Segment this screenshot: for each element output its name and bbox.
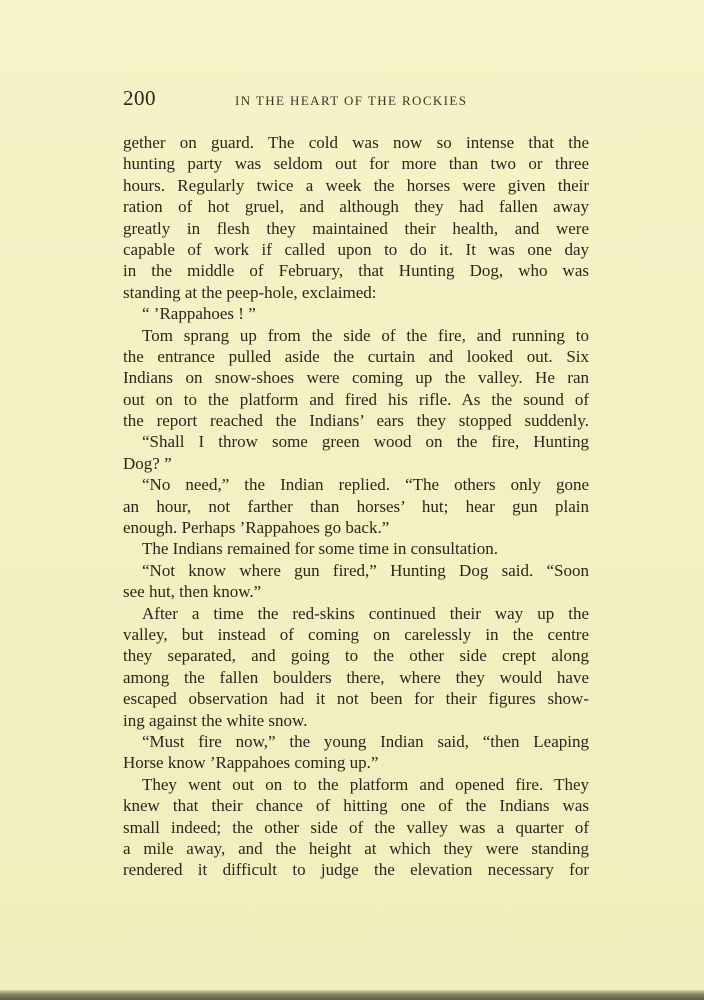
text-line: Horse know ’Rappahoes coming up.”	[123, 753, 379, 773]
text-line: greatly in flesh they maintained their health, and were	[123, 218, 589, 238]
text-line: The Indians remained for some time in consultation.	[142, 539, 498, 559]
text-line: in the middle of February, that Hunting Dog, who was	[123, 261, 589, 281]
text-line: Dog? ”	[123, 453, 172, 473]
page-number: 200	[123, 86, 156, 110]
text-line: Tom sprang up from the side of the fire, and running to	[142, 325, 589, 345]
text-line: an hour, not farther than horses’ hut; hear gun plain	[123, 496, 589, 516]
text-line: see hut, then know.”	[123, 582, 262, 602]
text-line: small indeed; the other side of the valley was a quarter of	[123, 817, 589, 837]
text-line: a mile away, and the height at which they were standing	[123, 838, 589, 858]
text-line: “No need,” the Indian replied. “The others only gone	[142, 475, 589, 495]
text-line: After a time the red-skins continued their way up the	[142, 603, 589, 623]
text-line: Indians on snow-shoes were coming up the valley. He ran	[123, 368, 589, 388]
text-line: valley, but instead of coming on carelessly in the centre	[123, 624, 589, 644]
text-line: “ ’Rappahoes ! ”	[142, 304, 256, 324]
text-line: ration of hot gruel, and although they had fallen away	[123, 197, 589, 217]
text-line: standing at the peep-hole, exclaimed:	[123, 282, 377, 302]
running-head: IN THE HEART OF THE ROCKIES	[235, 93, 468, 108]
page-bottom-edge	[0, 990, 704, 1000]
text-line: the report reached the Indians’ ears they stopped suddenly.	[123, 411, 589, 431]
text-line: “Must fire now,” the young Indian said, “then Leaping	[142, 731, 589, 751]
text-line: rendered it difficult to judge the elevation necessary for	[123, 860, 589, 880]
text-line: “Not know where gun fired,” Hunting Dog said. “Soon	[142, 560, 589, 580]
text-line: gether on guard. The cold was now so intense that the	[123, 133, 589, 152]
text-line: knew that their chance of hitting one of the Indians was	[123, 796, 589, 816]
text-line: among the fallen boulders there, where they would have	[123, 667, 589, 687]
text-line: the entrance pulled aside the curtain and looked out. Six	[123, 346, 589, 366]
text-line: capable of work if called upon to do it. It was one day	[123, 239, 589, 259]
text-line: enough. Perhaps ’Rappahoes go back.”	[123, 518, 390, 538]
body-text	[123, 132, 589, 881]
text-line: ing against the white snow.	[123, 710, 308, 730]
text-line: they separated, and going to the other side crept along	[123, 646, 589, 666]
text-line: hours. Regularly twice a week the horses were given their	[123, 175, 589, 195]
text-line: hunting party was seldom out for more than two or three	[123, 154, 589, 174]
text-line: escaped observation had it not been for their figures show-	[123, 689, 589, 709]
text-line: out on to the platform and fired his rifle. As the sound of	[123, 389, 589, 409]
text-line: They went out on to the platform and opened fire. They	[142, 774, 589, 794]
page-header	[123, 86, 589, 116]
text-line: “Shall I throw some green wood on the fire, Hunting	[142, 432, 589, 452]
